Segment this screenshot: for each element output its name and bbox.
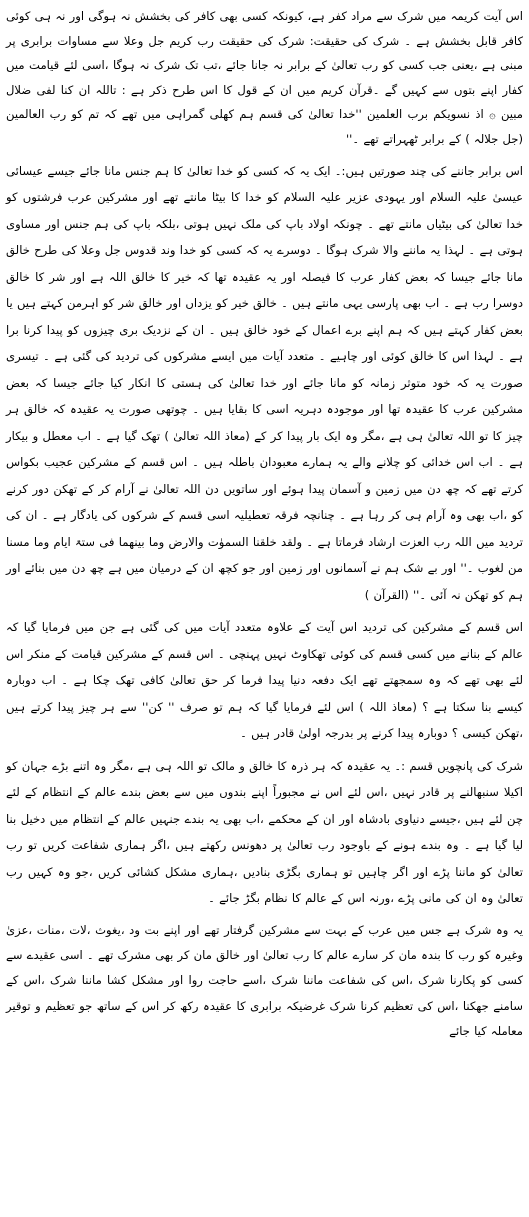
paragraph-forms-of-equality: اس برابر جاننے کی چند صورتیں ہیں:۔ ایک یہ کہ کسی کو خدا تعالیٰ کا ہم جنس مانا جائے جیسے عیسائی عیسیٰ علیہ السلام اور یہودی عزیر علیہ السلام کو خدا کا بیٹا مانتے تھے اور مشرکین عرب فرشتوں کو خدا تعالیٰ کی بیٹیاں مانتے تھے ۔ چونکہ اولاد باپ کی ملک نہیں ہوتی ،بلکہ باپ کی ہم جنس اور مساوی ہوتی ہے ۔ لہذا یہ ماننے والا شرک ہوگا ۔ دوسرے یہ کہ کسی کو خدا وند قدوس جل وعلا کی طرح خالق مانا جائے جیسا کہ بعض کفار عرب کا فیصلہ اور یہ عقیدہ تھا کہ خیر کا خالق اللہ ہے اور شر کا خالق دوسرا رب ہے ۔ اب بھی پارسی یہی مانتے ہیں ۔ خالق خیر کو یزداں اور خالق شر کو اہرمن کہتے ہیں یا بعض کفار کہتے ہیں کہ ہم اپنے برے اعمال کے خود خالق ہیں ۔ ان کے نزدیک بری چیزوں کو پیدا کرنا برا ہے ۔ لہذا اس کا خالق کوئی اور چاہیے ۔ متعدد آیات میں ایسے مشرکوں کی تردید کی گئی ہے ۔ تیسری صورت یہ کہ خود متوثر زمانہ کو مانا جائے اور خدا تعالیٰ کی ہستی کا انکار کیا جائے جیسا کہ بعض مشرکین عرب کا عقیدہ تھا اور موجودہ دہریہ اسی کا بقایا ہیں ۔ چوتھی صورت یہ عقیدہ کہ خالق ہر چیز کا تو اللہ تعالیٰ ہی ہے ،مگر وہ ایک بار پیدا کر کے (معاذ اللہ تعالیٰ ) تھک گیا ہے ۔ اب معطل و بیکار ہے ۔ اب اس خدائی کو چلانے والے یہ ہمارے معبودان باطلہ ہیں ۔ اس قسم کے مشرکین عجیب بکواس کرتے تھے کہ چھ دن میں زمین و آسمان پیدا ہوئے اور ساتویں دن اللہ تعالیٰ نے آرام کر کے تھکن دور کرنے کو ،اب بھی وہ آرام ہی کر رہا ہے ۔ چنانچہ فرقہ تعطیلیہ اسی قسم کے شرکوں کی یادگار ہے ۔ ان کی تردید میں اللہ رب العزت ارشاد فرماتا ہے ۔ ولقد خلقنا السموٰت والارض وما بینھما فی ستۃ ایام وما مسنا من لغوب ۔'' اور بے شک ہم نے آسمانوں اور زمین اور جو کچھ ان کے درمیان میں ہے چھ دن میں بنائے اور ہم کو تھکن نہ آئی ۔'' (القرآن ): [6, 163, 523, 602]
paragraph-fifth-type-of-shirk: شرک کی پانچویں قسم :۔ یہ عقیدہ کہ ہر ذرہ کا خالق و مالک تو اللہ ہی ہے ،مگر وہ اتنے بڑے جہان کو اکیلا سنبھالنے پر قادر نہیں ،اس لئے اس نے مجبوراً اپنے بندوں میں سے بعض بندے عالم کے انتظام کے لئے چن لئے ہیں ،جیسے دنیاوی بادشاہ اور ان کے محکمے ،اب بھی یہ بندے جنہیں عالم کے انتظام میں دخیل بنا لیا گیا ہے ۔ وہ بندے ہونے کے باوجود رب تعالیٰ پر دھونس رکھتے ہیں ،اگر ہماری شفاعت کریں تو رب تعالیٰ کو ماننا پڑے اور اگر چاہیں تو ہماری بگڑی بنادیں ،ہماری مشکل کشائی کریں ،جو وہ کہیں رب تعالیٰ وہ ان کی مانی پڑے ،ورنہ اس کے عالم کا نظام بگڑ جائے ۔: [6, 758, 523, 906]
paragraph-kufr-and-shirk-definition: اس آیت کریمہ میں شرک سے مراد کفر ہے، کیونکہ کسی بھی کافر کی بخشش نہ ہوگی اور نہ ہی کوئی کافر قابل بخشش ہے ۔ شرک کی حقیقت: شرک کی حقیقت رب کریم جل وعلا سے مساوات برابری پر مبنی ہے ،یعنی جب کسی کو رب تعالیٰ کے برابر نہ جانا جائے ،تب تک شرک نہ ہوگا ،اسی لئے قیامت میں کفار اپنے بتوں سے کہیں گے ۔قرآن کریم میں ان کے قول کا اس طرح ذکر ہے : تاللہ ان کنا لفی ضلال مبین ۞ اذ نسویکم برب العلمین ''خدا تعالیٰ کی قسم ہم کھلی گمراہی میں تھے کہ تم کو رب العالمین (جل جلالہ ) کے برابر ٹھہراتے تھے ۔'': [6, 9, 523, 146]
paragraph-refutation-of-fatigue: اس قسم کے مشرکین کی تردید اس آیت کے علاوہ متعدد آیات میں کی گئی ہے جن میں فرمایا گیا کہ عالم کے بنانے میں کسی قسم کی کوئی تھکاوٹ نہیں پہنچی ۔ اس قسم کے مشرکین قیامت کے منکر اس لئے بھی تھے کہ وہ سمجھتے تھے ایک دفعہ دنیا پیدا فرما کر حق تعالیٰ کافی تھک چکا ہے ۔ اب دوبارہ کیسے بنا سکتا ہے ؟ (معاذ اللہ ) اس لئے فرمایا گیا کہ ہم تو صرف '' کن'' سے ہر چیز پیدا کرتے ہیں ،تھکن کیسی ؟ دوبارہ پیدا کرنے پر بدرجہ اولیٰ قادر ہیں ۔: [6, 620, 523, 741]
paragraph-arab-polytheists: یہ وہ شرک ہے جس میں عرب کے بہت سے مشرکین گرفتار تھے اور اپنے بت ود ،یغوث ،لات ،منات ،عزیٰ وغیرہ کو رب کا بندہ مان کر سارے عالم کا رب تعالیٰ اور خالق مان کر بھی مشرک تھے ۔ اسی عقیدے سے کسی کو پکارنا شرک ،اس کی شفاعت ماننا شرک ،اسے حاجت روا اور مشکل کشا ماننا شرک ،اس کے سامنے جھکنا ،اس کی تعظیم کرنا شرک غرضیکہ برابری کا عقیدہ رکھ کر اس کے ساتھ جو تعظیم و توقیر معاملہ کیا جائے: [6, 922, 523, 1039]
